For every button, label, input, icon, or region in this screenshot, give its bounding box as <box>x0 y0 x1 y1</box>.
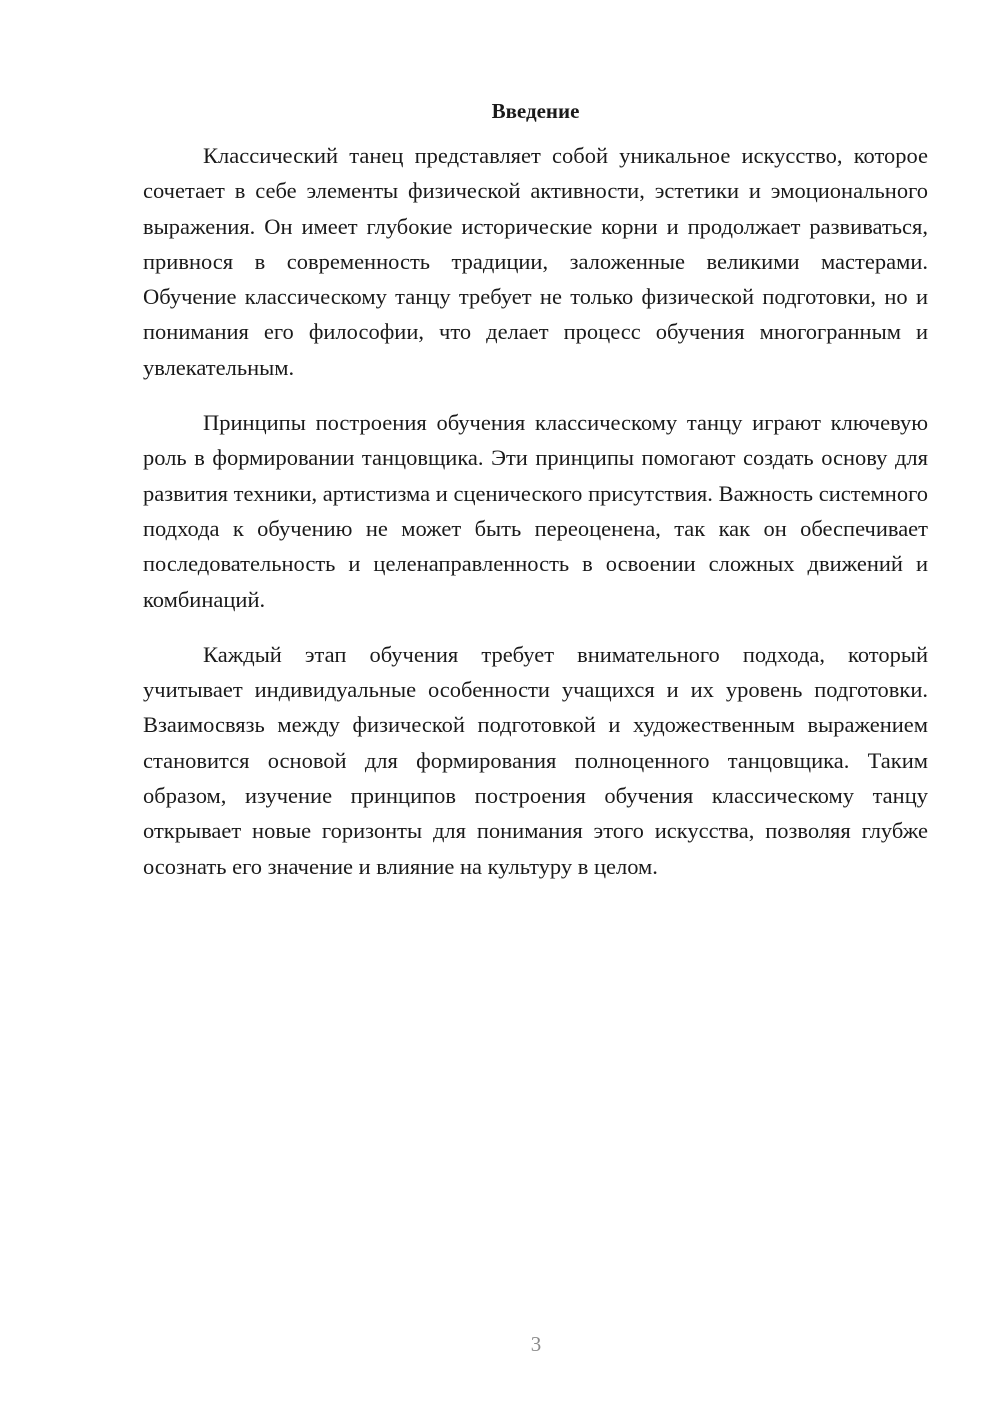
section-title: Введение <box>491 99 580 123</box>
paragraph-2: Принципы построения обучения классическому танцу играют ключевую роль в формировании танцовщика. Эти принципы помогают создать основу для развития техники, артистизма и сценического присутствия. Важность системного подхода к обучению не может быть переоценена, так как он обеспечивает последовательность и целенаправленность в освоении сложных движений и комбинаций. <box>143 410 928 612</box>
page-content <box>143 96 928 904</box>
paragraph-1: Классический танец представляет собой уникальное искусство, которое сочетает в себе элементы физической активности, эстетики и эмоционального выражения. Он имеет глубокие исторические корни и продолжает развиваться, привнося в современность традиции, заложенные великими мастерами. Обучение классическому танцу требует не только физической подготовки, но и понимания его философии, что делает процесс обучения многогранным и увлекательным. <box>143 143 928 380</box>
page-number: 3 <box>530 1332 542 1356</box>
paragraph-3: Каждый этап обучения требует внимательного подхода, который учитывает индивидуальные особенности учащихся и их уровень подготовки. Взаимосвязь между физической подготовкой и художественным выражением становится основой для формирования полноценного танцовщика. Таким образом, изучение принципов построения обучения классическому танцу открывает новые горизонты для понимания этого искусства, позволяя глубже осознать его значение и влияние на культуру в целом. <box>143 641 928 879</box>
